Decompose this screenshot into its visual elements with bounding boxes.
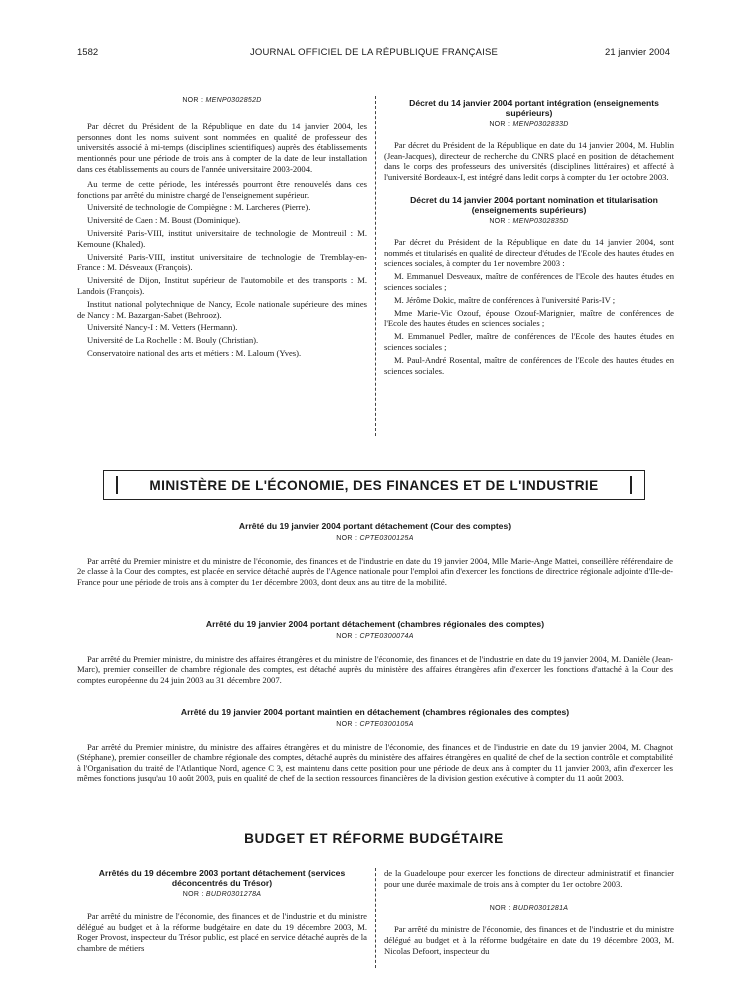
nor-code: MENP0302852D bbox=[205, 97, 262, 104]
nor-code: CPTE0300074A bbox=[359, 633, 414, 640]
appointment-item: M. Jérôme Dokic, maître de conférences à l'université Paris-IV ; bbox=[394, 294, 616, 305]
arrete-title: Arrêté du 19 janvier 2004 portant détachement (Cour des comptes) bbox=[238, 521, 512, 531]
column-divider bbox=[375, 96, 376, 436]
arrete-title: Arrêté du 19 janvier 2004 portant maintien en détachement (chambres régionales des comptes) bbox=[180, 707, 570, 717]
arrete-block bbox=[77, 707, 673, 784]
budget-left-column bbox=[77, 868, 367, 956]
decree-paragraph: Par décret du Président de la République en date du 14 janvier 2004, les personnes dont les noms suivent sont nommées en qualité de professeur des universités associé à mi-temps (disciplines scientifiques) auprès des établissements mentionnés pour une période de trois ans à compter de la date de leur installation dans ces établissements au cours de l'année universitaire 2003-2004. bbox=[77, 120, 367, 174]
nor-code: CPTE0300105A bbox=[359, 721, 414, 728]
arrete-block bbox=[77, 619, 673, 685]
nor-line bbox=[384, 217, 674, 228]
nor-label: NOR : bbox=[336, 633, 358, 640]
appointment-item: Institut national polytechnique de Nancy, Ecole nationale supérieure des mines de Nancy : M. Bazargan-Sabet (Behrooz). bbox=[77, 298, 367, 320]
nor-line bbox=[77, 890, 367, 901]
arrete-paragraph: Par arrêté du Premier ministre, du ministre des affaires étrangères et du ministre de l'économie, des finances et de l'industrie en date du 19 janvier 2004, M. Danièle (Jean-Marc), premier conseiller de chambre régionale des comptes, est détaché auprès du ministère des affaires étrangères afin d'exercer les fonctions d'attaché à la Cour des comptes européenne du 24 juin 2003 au 31 décembre 2007. bbox=[77, 653, 673, 685]
nor-label: NOR : bbox=[336, 721, 358, 728]
nor-code: CPTE0300125A bbox=[359, 535, 414, 542]
appointment-item: Université Nancy-I : M. Vetters (Hermann). bbox=[87, 322, 238, 333]
appointment-item: Mme Marie-Vic Ozouf, épouse Ozouf-Marignier, maître de conférences de l'Ecole des hautes études en sciences sociales ; bbox=[384, 307, 674, 329]
nor-line bbox=[77, 720, 673, 731]
decree-paragraph: Par décret du Président de la République en date du 14 janvier 2004, M. Hublin (Jean-Jacques), directeur de recherche du CNRS placé en position de détachement dans le corps des professeurs des universités (disciplines littéraires) et affecté à l'université Bordeaux-I, est intégré dans ledit corps à compter du 1er octobre 2003. bbox=[384, 139, 674, 183]
decree-paragraph: Au terme de cette période, les intéressés pourront être renouvelés dans ces fonctions par arrêté du ministre chargé de l'enseignement supérieur. bbox=[77, 178, 367, 200]
appointment-item: M. Emmanuel Desveaux, maître de conférences de l'Ecole des hautes études en sciences sociales ; bbox=[384, 271, 674, 292]
nor-label: NOR : bbox=[489, 121, 511, 128]
arrete-paragraph: Par arrêté du Premier ministre et du ministre de l'économie, des finances et de l'industrie en date du 19 janvier 2004, Mlle Marie-Ange Mattei, conseillère référendaire de 2e classe à la Cour des comptes, est placée en service détaché auprès de l'Agence nationale pour l'emploi afin d'exercer les fonctions de directrice régionale adjointe d'Ile-de-France pour une période de trois ans à compter du 1er décembre 2003, dont deux ans au titre de la mobilité. bbox=[77, 555, 673, 587]
appointment-item: Université de Caen : M. Boust (Dominique). bbox=[87, 215, 241, 226]
appointment-item: M. Emmanuel Pedler, maître de conférences de l'Ecole des hautes études en sciences sociales ; bbox=[384, 331, 674, 352]
nor-code: MENP0302835D bbox=[512, 217, 569, 225]
decree-title: Décret du 14 janvier 2004 portant intégration (enseignements supérieurs) bbox=[409, 98, 659, 118]
arrete-block bbox=[77, 521, 673, 587]
nor-label: NOR : bbox=[182, 891, 204, 898]
nor-label: NOR : bbox=[489, 217, 511, 225]
nor-label: NOR : bbox=[182, 97, 204, 104]
nor-code: BUDR0301278A bbox=[205, 891, 262, 898]
column-divider bbox=[375, 868, 376, 968]
decree-title: Décret du 14 janvier 2004 portant nomination et titularisation (enseignements supérieurs) bbox=[410, 194, 658, 215]
page-number: 1582 bbox=[77, 47, 99, 58]
nor-line bbox=[384, 120, 674, 131]
issue-date: 21 janvier 2004 bbox=[605, 47, 670, 58]
journal-title: JOURNAL OFFICIEL DE LA RÉPUBLIQUE FRANÇAISE bbox=[249, 47, 499, 58]
right-column bbox=[384, 98, 674, 378]
arrete-paragraph: Par arrêté du ministre de l'économie, des finances et de l'industrie et du ministre délégué au budget et à la réforme budgétaire en date du 19 décembre 2003, M. Roger Provost, inspecteur du Trésor public, est placé en service détaché auprès de la chambre de métiers bbox=[77, 910, 367, 954]
arrete-title: Arrêtés du 19 décembre 2003 portant détachement (services déconcentrés du Trésor) bbox=[98, 868, 346, 888]
appointment-item: Université Paris-VIII, institut universitaire de technologie de Tremblay-en-France : M. Désveaux (François). bbox=[77, 251, 367, 273]
ministry-heading bbox=[103, 470, 645, 500]
arrete-paragraph: Par arrêté du ministre de l'économie, des finances et de l'industrie et du ministre délégué au budget et à la réforme budgétaire en date du 19 décembre 2003, M. Nicolas Defoort, inspecteur du bbox=[384, 924, 674, 956]
appointment-item: Université de La Rochelle : M. Bouly (Christian). bbox=[87, 335, 259, 346]
arrete-paragraph: de la Guadeloupe pour exercer les fonctions de directeur administratif et financier pour une durée maximale de trois ans à compter du 1er octobre 2003. bbox=[384, 868, 674, 889]
left-column bbox=[77, 96, 367, 361]
nor-code: BUDR0301281A bbox=[512, 904, 569, 912]
arrete-paragraph: Par arrêté du Premier ministre, du ministre des affaires étrangères et du ministre de l'économie, des finances et de l'industrie en date du 19 janvier 2004, M. Chagnot (Stéphane), premier conseiller de chambre régionale des comptes, détaché auprès du ministère des affaires étrangères en qualité de chef de la section contrôle et comptabilité à l'Organisation du traité de l'Atlantique Nord, agence C 3, est maintenu dans cette position pour une période de deux ans à compter du 11 janvier 2003, afin d'exercer les mêmes fonctions jusqu'au 10 août 2003, puis en qualité de chef de la section ressources financières de la division gestion exécutive à compter du 11 août 2003. bbox=[77, 741, 673, 784]
budget-heading: BUDGET ET RÉFORME BUDGÉTAIRE bbox=[244, 831, 504, 846]
nor-line bbox=[77, 632, 673, 643]
appointment-item: Université de Dijon, Institut supérieur de l'automobile et des transports : M. Landois (François). bbox=[77, 275, 367, 296]
nor-label: NOR : bbox=[489, 904, 511, 912]
nor-line bbox=[77, 96, 367, 107]
nor-line bbox=[384, 904, 674, 915]
appointment-item: Conservatoire national des arts et métiers : M. Laloum (Yves). bbox=[87, 347, 302, 358]
appointment-item: Université de technologie de Compiègne : M. Larcheres (Pierre). bbox=[87, 202, 311, 213]
appointment-item: Université Paris-VIII, institut universitaire de technologie de Montreuil : M. Kemoune (Khaled). bbox=[77, 227, 367, 249]
ministry-heading-text: MINISTÈRE DE L'ÉCONOMIE, DES FINANCES ET DE L'INDUSTRIE bbox=[149, 477, 599, 493]
nor-line bbox=[77, 534, 673, 545]
budget-right-column bbox=[384, 868, 674, 959]
nor-code: MENP0302833D bbox=[512, 121, 569, 128]
arrete-title: Arrêté du 19 janvier 2004 portant détachement (chambres régionales des comptes) bbox=[205, 619, 545, 629]
decree-paragraph: Par décret du Président de la République en date du 14 janvier 2004, sont nommés et titularisés en qualité de directeur d'études de l'Ecole des hautes études en sciences sociales, à compter du 1er novembre 2003 : bbox=[384, 236, 674, 269]
appointment-item: M. Paul-André Rosental, maître de conférences de l'Ecole des hautes études en sciences sociales. bbox=[384, 354, 674, 376]
nor-label: NOR : bbox=[336, 535, 358, 542]
